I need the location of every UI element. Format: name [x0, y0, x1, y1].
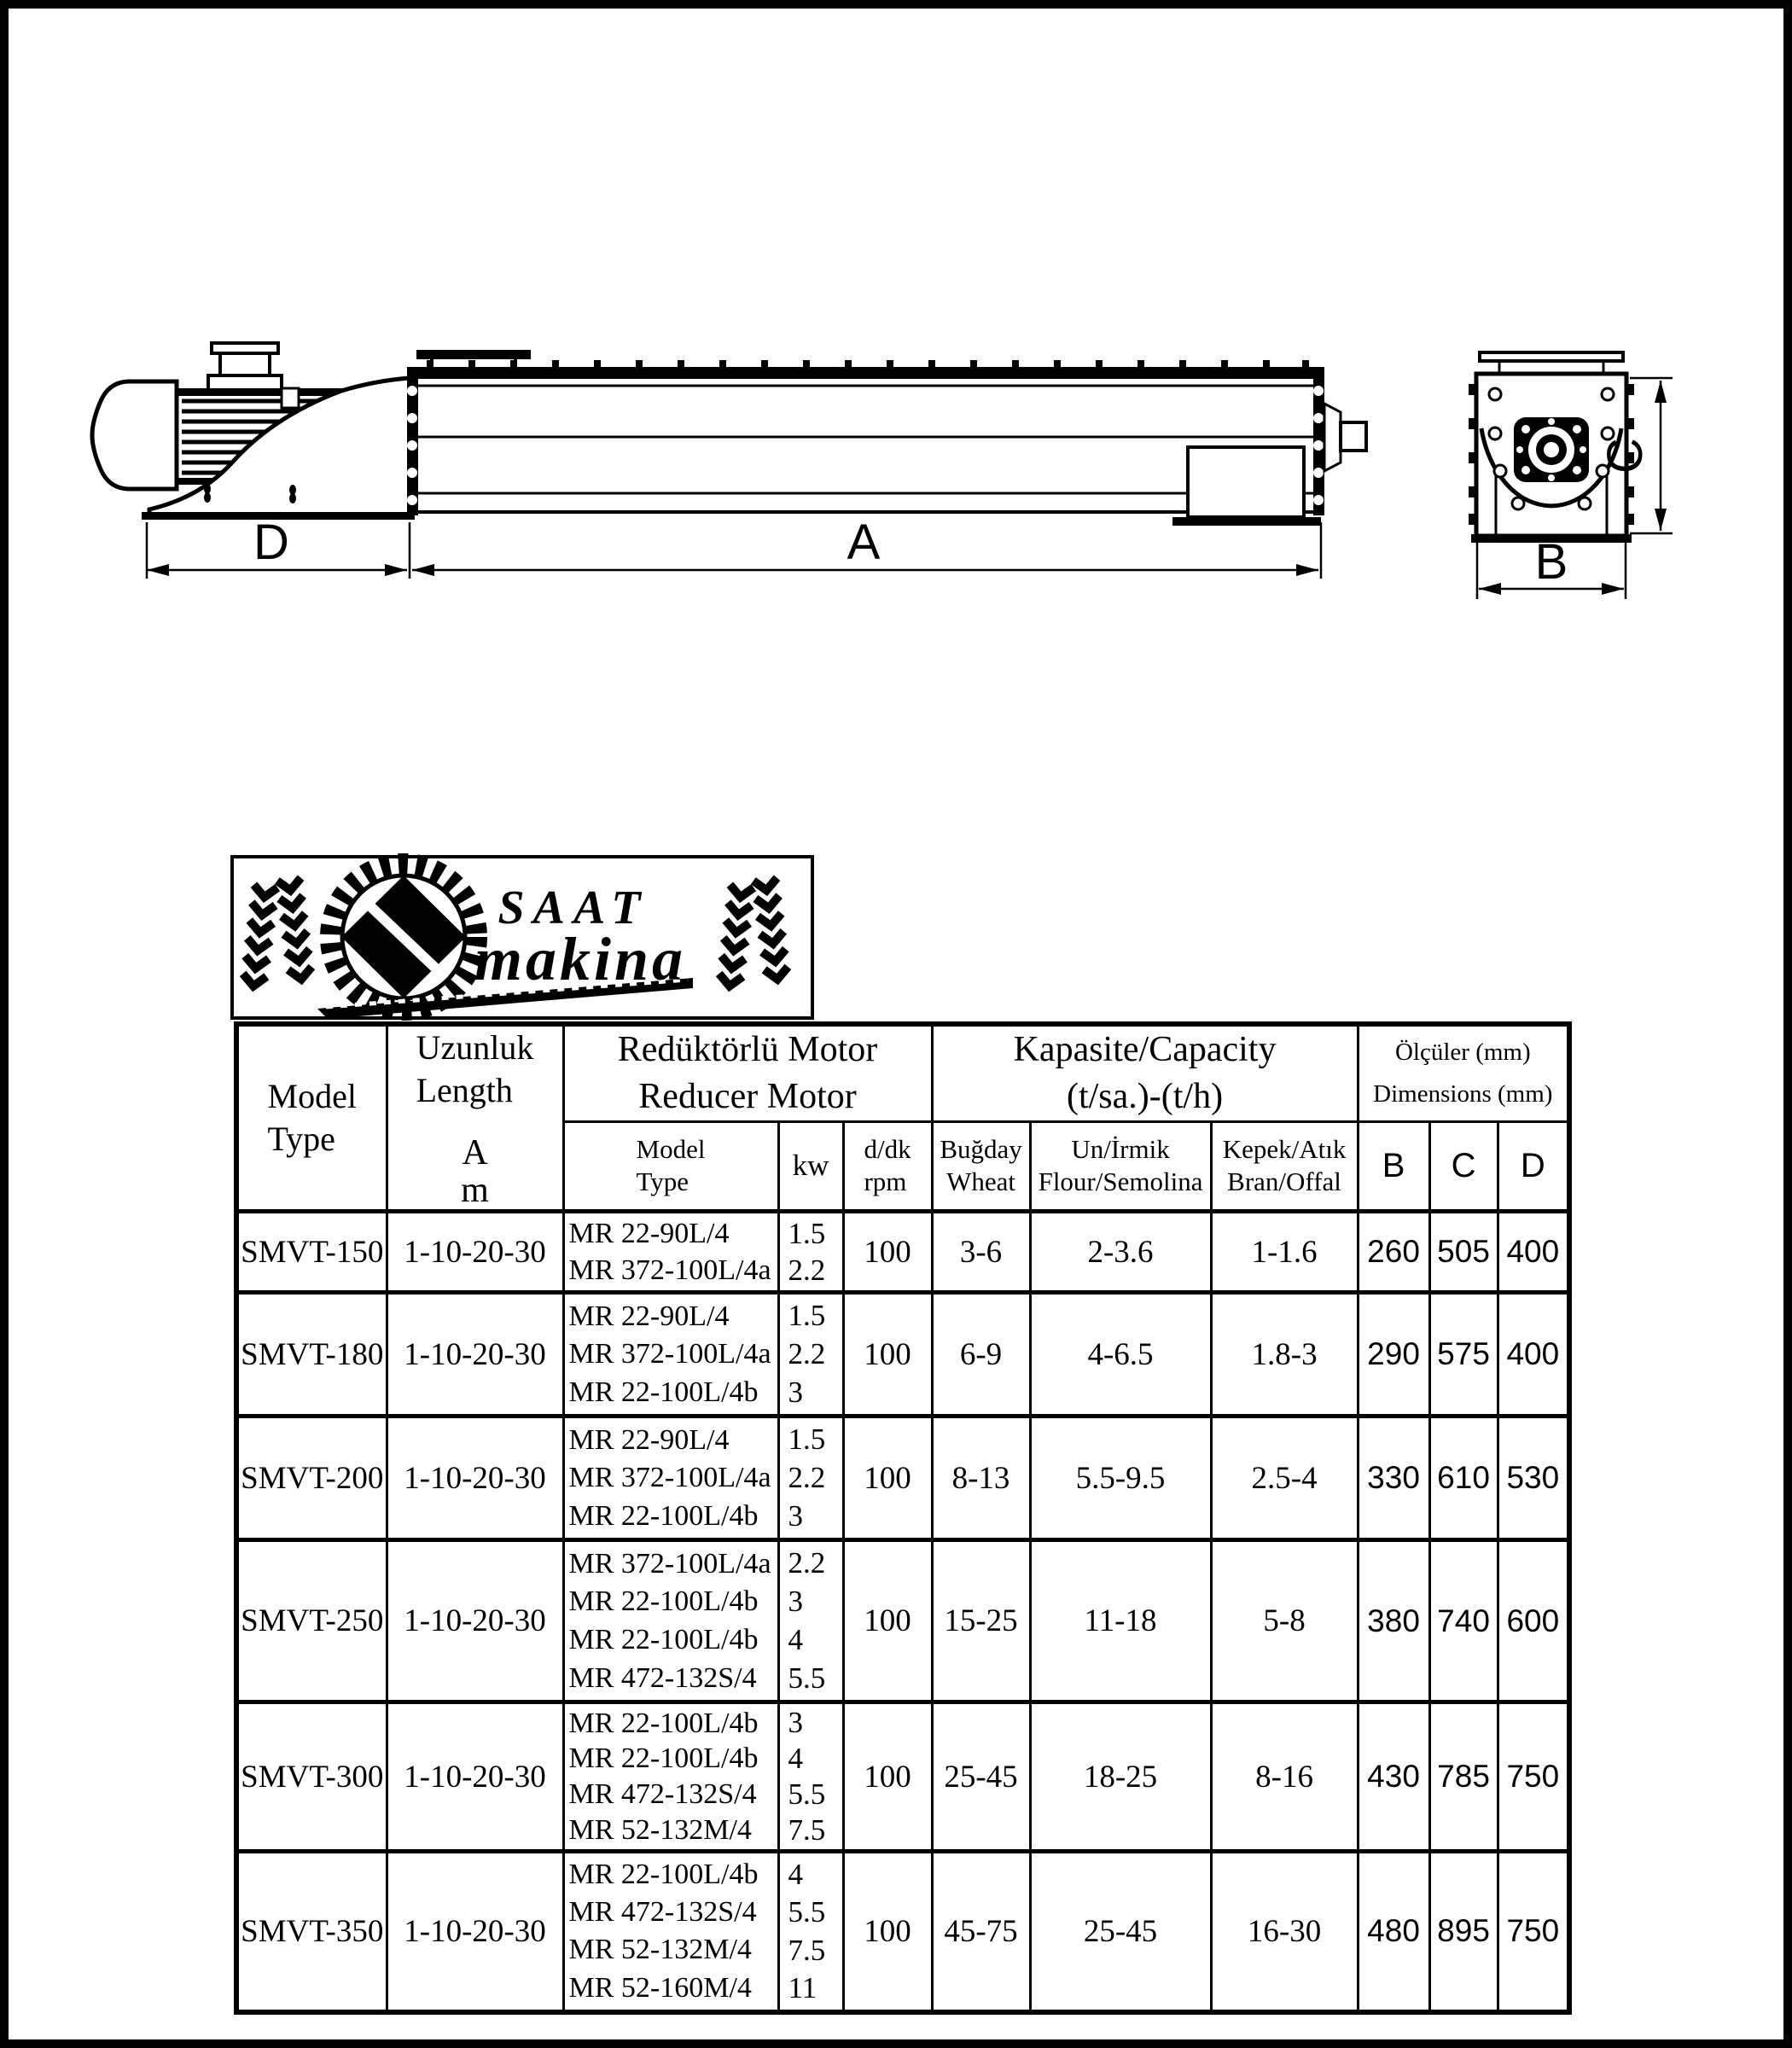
header-kw: kw	[778, 1121, 843, 1211]
terminal-box	[208, 343, 282, 390]
flour-cell: 18-25	[1030, 1702, 1211, 1852]
model-cell: SMVT-150	[236, 1212, 387, 1293]
rpm-cell: 100	[843, 1293, 932, 1417]
length-cell: 1-10-20-30	[387, 1293, 563, 1417]
wheat-cell: 3-6	[932, 1212, 1030, 1293]
rpm-cell: 100	[843, 1702, 932, 1852]
bran-cell: 5-8	[1211, 1540, 1358, 1702]
dim-b-cell: 290	[1358, 1293, 1429, 1417]
wheat-cell: 8-13	[932, 1417, 1030, 1540]
wheat-cell: 45-75	[932, 1852, 1030, 2012]
side-view	[92, 343, 1366, 579]
table-row-smvt-150	[236, 1212, 1569, 1293]
dim-b-cell: 480	[1358, 1852, 1429, 2012]
gearbox-bracket	[149, 378, 410, 515]
kw-cell: 2.2 3 4 5.5	[778, 1540, 843, 1702]
header-dim-c: C	[1429, 1121, 1498, 1211]
header-dim-d: D	[1498, 1121, 1569, 1211]
header-dimensions-group: Ölçüler (mm) Dimensions (mm)	[1358, 1024, 1569, 1121]
dim-d-cell: 400	[1498, 1293, 1569, 1417]
length-cell: 1-10-20-30	[387, 1702, 563, 1852]
dim-d-cell: 600	[1498, 1540, 1569, 1702]
end-top-flange	[1480, 352, 1623, 361]
bran-cell: 1.8-3	[1211, 1293, 1358, 1417]
table-row-smvt-350	[236, 1852, 1569, 2012]
dim-b-cell: 430	[1358, 1702, 1429, 1852]
kw-cell: 1.5 2.2 3	[778, 1417, 843, 1540]
bran-cell: 8-16	[1211, 1702, 1358, 1852]
flour-cell: 25-45	[1030, 1852, 1211, 2012]
top-bolts	[427, 360, 1309, 367]
length-cell: 1-10-20-30	[387, 1852, 563, 2012]
motors-cell: MR 22-90L/4 MR 372-100L/4a	[563, 1212, 778, 1293]
header-model-type: Model Type	[236, 1024, 387, 1212]
logo-box	[232, 857, 812, 1019]
flour-cell: 4-6.5	[1030, 1293, 1211, 1417]
dim-label-a: A	[847, 515, 881, 570]
bran-cell: 1-1.6	[1211, 1212, 1358, 1293]
dim-label-c: C	[1597, 438, 1653, 474]
motors-cell: MR 22-100L/4b MR 472-132S/4 MR 52-132M/4 MR 52-160M/4	[563, 1852, 778, 2012]
trough	[407, 350, 1366, 526]
end-bearing	[1324, 404, 1366, 471]
wheat-cell: 6-9	[932, 1293, 1030, 1417]
header-bran: Kepek/Atık Bran/Offal	[1211, 1121, 1358, 1211]
spec-table	[234, 1021, 1572, 2015]
length-cell: 1-10-20-30	[387, 1212, 563, 1293]
brand-name-top: SAAT	[497, 881, 649, 934]
model-cell: SMVT-200	[236, 1417, 387, 1540]
dim-b-cell: 260	[1358, 1212, 1429, 1293]
kw-cell: 1.5 2.2 3	[778, 1293, 843, 1417]
motors-cell: MR 22-90L/4 MR 372-100L/4a MR 22-100L/4b	[563, 1417, 778, 1540]
table-row-smvt-200	[236, 1417, 1569, 1540]
rpm-cell: 100	[843, 1540, 932, 1702]
motors-cell: MR 22-100L/4b MR 22-100L/4b MR 472-132S/4 MR 52-132M/4	[563, 1702, 778, 1852]
motors-cell: MR 372-100L/4a MR 22-100L/4b MR 22-100L/4b MR 472-132S/4	[563, 1540, 778, 1702]
model-cell: SMVT-250	[236, 1540, 387, 1702]
end-view	[1469, 352, 1673, 599]
dimension-d	[147, 515, 410, 579]
length-cell: 1-10-20-30	[387, 1417, 563, 1540]
header-motor-model: Model Type	[563, 1121, 778, 1211]
kw-cell: 3 4 5.5 7.5	[778, 1702, 843, 1852]
center-bearing	[1514, 417, 1589, 482]
length-cell: 1-10-20-30	[387, 1540, 563, 1702]
wheat-cell: 25-45	[932, 1702, 1030, 1852]
dim-c-cell: 505	[1429, 1212, 1498, 1293]
outlet-chute	[1188, 447, 1304, 517]
dim-c-cell: 785	[1429, 1702, 1498, 1852]
dim-b-cell: 380	[1358, 1540, 1429, 1702]
flour-cell: 5.5-9.5	[1030, 1417, 1211, 1540]
header-flour: Un/İrmik Flour/Semolina	[1030, 1121, 1211, 1211]
dim-c-cell: 740	[1429, 1540, 1498, 1702]
dim-c-cell: 610	[1429, 1417, 1498, 1540]
kw-cell: 1.5 2.2	[778, 1212, 843, 1293]
outlet-flange	[1172, 517, 1321, 526]
rpm-cell: 100	[843, 1417, 932, 1540]
dim-d-cell: 750	[1498, 1852, 1569, 2012]
dim-b-cell: 330	[1358, 1417, 1429, 1540]
flange-bolt-rings	[408, 387, 1323, 504]
model-cell: SMVT-350	[236, 1852, 387, 2012]
dim-label-d: D	[253, 515, 289, 570]
motor-coupling	[282, 388, 299, 408]
header-rpm: d/dk rpm	[843, 1121, 932, 1211]
dim-d-cell: 400	[1498, 1212, 1569, 1293]
table-row-smvt-300	[236, 1702, 1569, 1852]
bran-cell: 2.5-4	[1211, 1417, 1358, 1540]
dim-label-b: B	[1534, 534, 1568, 590]
brand-name-bottom: makina	[474, 925, 687, 993]
model-cell: SMVT-180	[236, 1293, 387, 1417]
table-row-smvt-250	[236, 1540, 1569, 1702]
flour-cell: 11-18	[1030, 1540, 1211, 1702]
header-group-row	[236, 1024, 1569, 1121]
table-row-smvt-180	[236, 1293, 1569, 1417]
dim-c-cell: 575	[1429, 1293, 1498, 1417]
dim-d-cell: 530	[1498, 1417, 1569, 1540]
bran-cell: 16-30	[1211, 1852, 1358, 2012]
header-dim-b: B	[1358, 1121, 1429, 1211]
rpm-cell: 100	[843, 1852, 932, 2012]
wheat-cell: 15-25	[932, 1540, 1030, 1702]
model-cell: SMVT-300	[236, 1702, 387, 1852]
flour-cell: 2-3.6	[1030, 1212, 1211, 1293]
kw-cell: 4 5.5 7.5 11	[778, 1852, 843, 2012]
motors-cell: MR 22-90L/4 MR 372-100L/4a MR 22-100L/4b	[563, 1293, 778, 1417]
dim-c-cell: 895	[1429, 1852, 1498, 2012]
dimension-b	[1477, 534, 1626, 599]
header-motor-group: Redüktörlü Motor Reducer Motor	[563, 1024, 932, 1121]
dim-d-cell: 750	[1498, 1702, 1569, 1852]
rpm-cell: 100	[843, 1212, 932, 1293]
header-length: Uzunluk Length A m	[387, 1024, 563, 1212]
header-wheat: Buğday Wheat	[932, 1121, 1030, 1211]
header-capacity-group: Kapasite/Capacity (t/sa.)-(t/h)	[932, 1024, 1358, 1121]
